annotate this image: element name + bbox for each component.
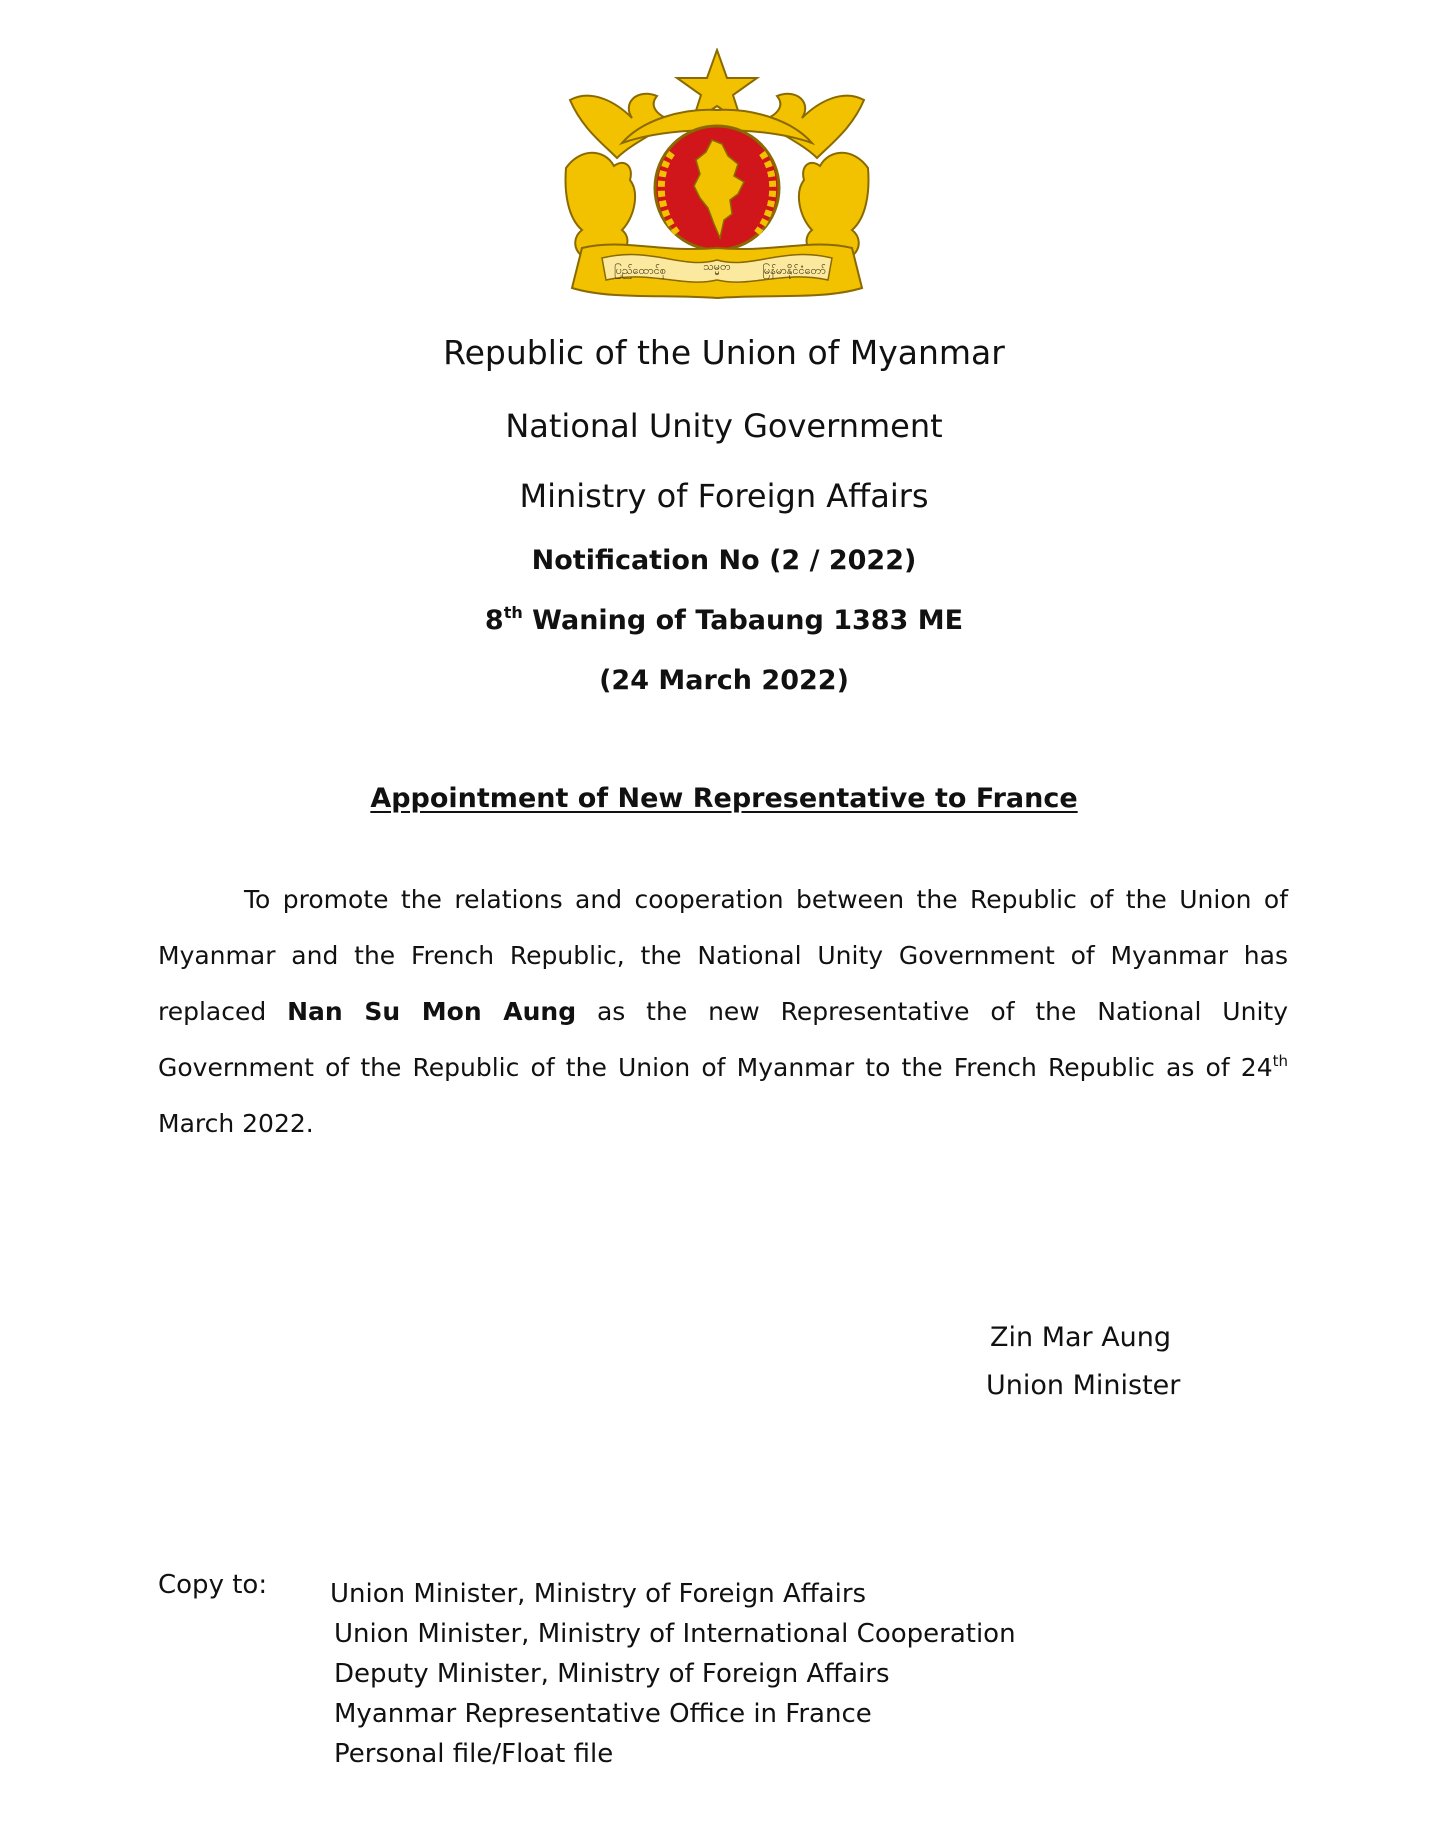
header-government: National Unity Government [505, 407, 943, 445]
myanmar-date-suffix: th [503, 603, 523, 622]
ribbon-text-right: မြန်မာနိုင်ငံတော် [762, 264, 826, 277]
left-chinthe [566, 153, 636, 256]
myanmar-date-rest: Waning of Tabaung 1383 ME [522, 605, 964, 636]
gregorian-date: (24 March 2022) [599, 665, 849, 696]
right-chinthe [799, 153, 869, 256]
copy-recipient: Myanmar Representative Office in France [334, 1699, 872, 1729]
copy-to-list [330, 1570, 1016, 1778]
myanmar-calendar-date [0, 605, 1448, 636]
copy-recipient: Personal file/Float file [334, 1739, 614, 1769]
copy-recipient: Union Minister, Ministry of Foreign Affairs [330, 1579, 867, 1609]
signatory-title: Union Minister [986, 1370, 1181, 1401]
ribbon-text-center: သမ္မတ [703, 260, 731, 273]
body-part-1: To promote the relations and cooperation between the Republic of the Union of Myanmar and the French Republic, the National Unity Government of Myanmar has replaced [158, 885, 1288, 1026]
copy-recipient: Deputy Minister, Ministry of Foreign Affairs [334, 1659, 890, 1689]
myanmar-date-day: 8 [484, 605, 504, 636]
ribbon-text-left: ပြည်ထောင်စု [613, 264, 667, 277]
notification-number: Notification No (2 / 2022) [531, 545, 917, 576]
signatory-name: Zin Mar Aung [990, 1322, 1172, 1353]
body-part-3: March 2022. [158, 1109, 314, 1138]
body-paragraph [158, 872, 1288, 1152]
body-part-2: as the new Representative of the National Unity Government of the Republic of the Union of Myanmar to the French Republic as of 24 [158, 997, 1288, 1082]
appointee-name: Nan Su Mon Aung [287, 997, 577, 1026]
copy-to-label: Copy to: [158, 1570, 268, 1600]
header-ministry: Ministry of Foreign Affairs [519, 477, 929, 515]
subject-heading: Appointment of New Representative to France [370, 783, 1078, 814]
copy-recipient: Union Minister, Ministry of International Cooperation [334, 1619, 1016, 1649]
body-date-suffix: th [1272, 1052, 1288, 1070]
header-republic: Republic of the Union of Myanmar [443, 333, 1005, 372]
state-seal-emblem [562, 48, 872, 300]
